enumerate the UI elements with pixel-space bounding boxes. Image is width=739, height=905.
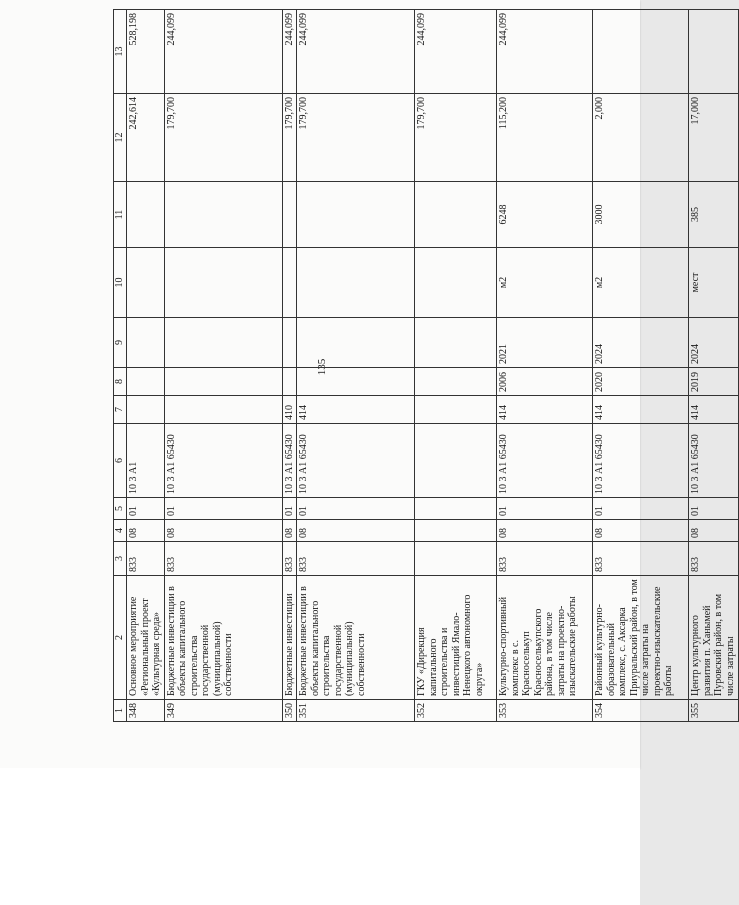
table-cell (415, 318, 497, 368)
table-cell: 01 (127, 498, 165, 520)
table-cell (415, 424, 497, 498)
table-cell: 385 (689, 182, 739, 248)
table-cell (164, 318, 282, 368)
column-number: 7 (114, 396, 127, 424)
table-row (164, 10, 282, 722)
table-cell: 244,099 (282, 10, 297, 94)
table-row (297, 10, 415, 722)
table-cell (164, 182, 282, 248)
column-number: 5 (114, 498, 127, 520)
table-cell: 179,700 (164, 94, 282, 182)
table-cell: 115,200 (497, 94, 593, 182)
table-cell: 08 (593, 520, 689, 542)
table-cell: ГКУ «Дирекция капитального строительства и инвестиций Ямало-Ненецкого автономного округа» (415, 576, 497, 700)
column-number-row (114, 10, 127, 722)
column-number: 13 (114, 10, 127, 94)
column-number: 3 (114, 542, 127, 576)
table-cell (282, 318, 297, 368)
table-cell: 350 (282, 700, 297, 722)
table-cell: 414 (689, 396, 739, 424)
table-cell: Центр культурного развития п. Ханымей Пуровский район, в том числе затраты (689, 576, 739, 700)
table-cell: 10 3 А1 (127, 424, 165, 498)
table-cell: Культурно-спортивный комплекс в с. Красноселькуп Красноселькупского района, в том числе затраты на проектно-изыскательские работы (497, 576, 593, 700)
table-cell: 179,700 (415, 94, 497, 182)
table-cell: 01 (497, 498, 593, 520)
table-cell: 244,099 (497, 10, 593, 94)
table-cell (297, 248, 415, 318)
table-cell: 833 (689, 542, 739, 576)
table-cell (127, 182, 165, 248)
column-number: 11 (114, 182, 127, 248)
table-cell: 833 (282, 542, 297, 576)
table-cell: 3000 (593, 182, 689, 248)
table-cell (282, 182, 297, 248)
table-cell: 349 (164, 700, 282, 722)
table-cell: 353 (497, 700, 593, 722)
page-number: 135 (316, 358, 328, 376)
table-row (689, 10, 739, 722)
table-cell (593, 10, 689, 94)
table-cell: 2021 (497, 318, 593, 368)
column-number: 9 (114, 318, 127, 368)
budget-table (113, 9, 739, 722)
table-cell: 08 (497, 520, 593, 542)
table-cell: 01 (164, 498, 282, 520)
table-cell: 10 3 А1 65430 (164, 424, 282, 498)
table-cell: 2,000 (593, 94, 689, 182)
table-cell (297, 182, 415, 248)
table-cell: 01 (593, 498, 689, 520)
table-cell: 08 (164, 520, 282, 542)
table-cell: Районный культурно-образовательный комплекс, с. Аксарка Приуральский район, в том числе затраты на проектно-изыскательские работы (593, 576, 689, 700)
table-cell (164, 396, 282, 424)
column-number: 12 (114, 94, 127, 182)
table-cell (282, 368, 297, 396)
table-cell: 01 (689, 498, 739, 520)
table-cell: 833 (593, 542, 689, 576)
column-number: 1 (114, 700, 127, 722)
table-row (127, 10, 165, 722)
table-cell (297, 368, 415, 396)
column-number: 2 (114, 576, 127, 700)
table-cell: 410 (282, 396, 297, 424)
table-cell: 2020 (593, 368, 689, 396)
table-cell: 08 (297, 520, 415, 542)
table-cell (297, 318, 415, 368)
table-row (415, 10, 497, 722)
column-number: 10 (114, 248, 127, 318)
table-cell: 2024 (689, 318, 739, 368)
table-cell: 179,700 (297, 94, 415, 182)
table-cell: 242,614 (127, 94, 165, 182)
table-row (282, 10, 297, 722)
table-cell (415, 368, 497, 396)
table-cell: мест (689, 248, 739, 318)
table-cell: 244,099 (297, 10, 415, 94)
table-cell (415, 498, 497, 520)
table-cell: 244,099 (164, 10, 282, 94)
table-cell (415, 542, 497, 576)
column-number: 8 (114, 368, 127, 396)
table-cell: 179,700 (282, 94, 297, 182)
table-cell: 10 3 А1 65430 (497, 424, 593, 498)
table-cell (689, 10, 739, 94)
table-cell (127, 318, 165, 368)
table-cell: 2006 (497, 368, 593, 396)
table-row (497, 10, 593, 722)
table-cell: 2024 (593, 318, 689, 368)
table-cell: 08 (282, 520, 297, 542)
table-cell: 244,099 (415, 10, 497, 94)
table-cell: 10 3 А1 65430 (593, 424, 689, 498)
table-cell: 414 (497, 396, 593, 424)
column-number: 6 (114, 424, 127, 498)
table-cell: 2019 (689, 368, 739, 396)
table-cell (164, 368, 282, 396)
table-cell (282, 248, 297, 318)
table-row (593, 10, 689, 722)
table-cell: 354 (593, 700, 689, 722)
table-cell: 10 3 А1 65430 (282, 424, 297, 498)
table-cell: 833 (497, 542, 593, 576)
table-cell: 348 (127, 700, 165, 722)
table-cell: Бюджетные инвестиции в объекты капитального строительства государственной (муниципальной) собственности (297, 576, 415, 700)
table-cell: 17,000 (689, 94, 739, 182)
table-cell (415, 248, 497, 318)
table-cell (127, 368, 165, 396)
table-cell (127, 248, 165, 318)
table-cell: 10 3 А1 65430 (689, 424, 739, 498)
table-cell: 10 3 А1 65430 (297, 424, 415, 498)
table-cell: 833 (164, 542, 282, 576)
page-background (0, 768, 640, 905)
table-cell: 352 (415, 700, 497, 722)
table-cell: 833 (127, 542, 165, 576)
table-cell: Основное мероприятие «Региональный проект «Культурная среда» (127, 576, 165, 700)
table-cell: 08 (127, 520, 165, 542)
table-cell: 355 (689, 700, 739, 722)
table-cell (415, 182, 497, 248)
table-cell: м2 (593, 248, 689, 318)
rotated-table-wrapper (113, 10, 736, 722)
table-cell (415, 520, 497, 542)
table-cell: 414 (593, 396, 689, 424)
table-cell (415, 396, 497, 424)
table-cell: 01 (282, 498, 297, 520)
table-cell: 414 (297, 396, 415, 424)
table-cell: 01 (297, 498, 415, 520)
table-cell: 528,198 (127, 10, 165, 94)
column-number: 4 (114, 520, 127, 542)
table-cell (164, 248, 282, 318)
table-cell: 08 (689, 520, 739, 542)
table-cell: м2 (497, 248, 593, 318)
table-cell: Бюджетные инвестиции в объекты капитального строительства государственной (муниципальной) собственности (164, 576, 282, 700)
table-cell (127, 396, 165, 424)
table-cell: Бюджетные инвестиции (282, 576, 297, 700)
table-cell: 833 (297, 542, 415, 576)
table-cell: 6248 (497, 182, 593, 248)
table-cell: 351 (297, 700, 415, 722)
